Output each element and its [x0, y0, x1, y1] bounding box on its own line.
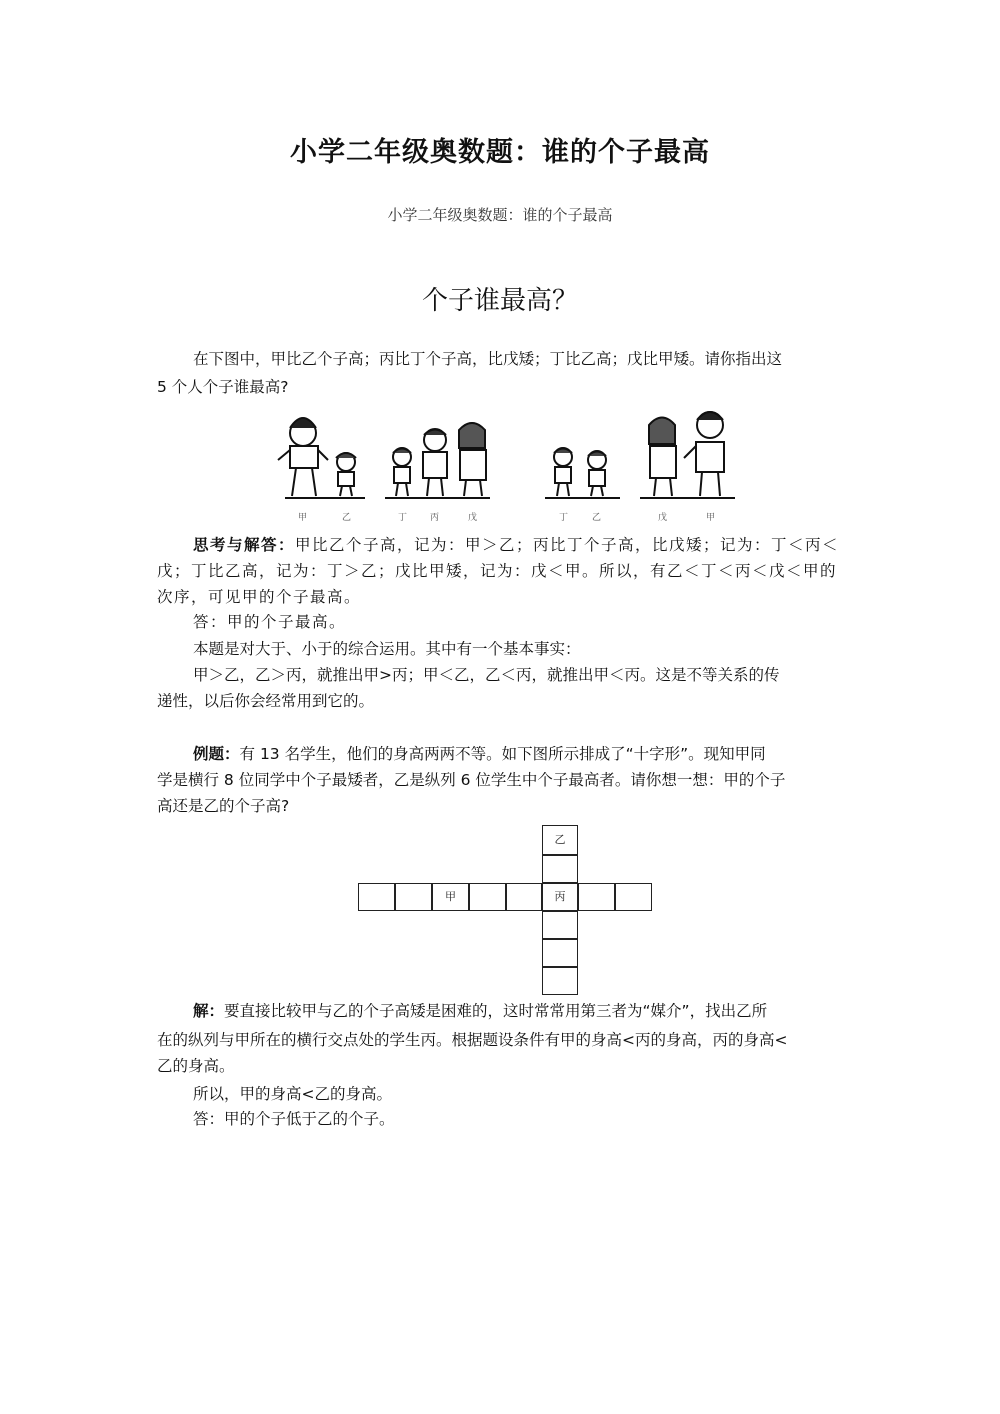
- figure-label: 戊: [658, 513, 668, 523]
- note-line-2: 甲＞乙，乙＞丙，就推出甲>丙；甲＜乙，乙＜丙，就推出甲＜丙。这是不等关系的传: [193, 666, 780, 684]
- answer-text: 要直接比较甲与乙的个子高矮是困难的，这时常常用第三者为“媒介”，找出乙所: [224, 1002, 768, 1020]
- figure-label: 丁: [398, 513, 408, 523]
- answer-line-3: 乙的身高。: [157, 1057, 235, 1075]
- solution-line-1: [193, 532, 839, 558]
- note-line-3: 递性，以后你会经常用到它的。: [157, 692, 375, 710]
- figure-label: 乙: [592, 513, 602, 523]
- example-line-2: 学是横行 8 位同学中个子最矮者，乙是纵列 6 位学生中个子最高者。请你想一想：甲的个子: [157, 771, 786, 789]
- grid-cell: [358, 883, 395, 911]
- grid-cell: [578, 883, 615, 911]
- solution-line-2: 戊；丁比乙高，记为：丁＞乙；戊比甲矮，记为：戊＜甲。所以，有乙＜丁＜丙＜戊＜甲的: [157, 562, 838, 580]
- note-line-1: 本题是对大于、小于的综合运用。其中有一个基本事实：: [193, 640, 581, 658]
- grid-cell: [615, 883, 652, 911]
- example-line-3: 高还是乙的个子高?: [157, 797, 290, 815]
- figure-label: 甲: [706, 513, 716, 523]
- grid-cell: [395, 883, 432, 911]
- figure-label: 乙: [342, 513, 352, 523]
- people-drawing: [270, 400, 740, 525]
- document-title: 小学二年级奥数题：谁的个子最高: [290, 137, 710, 168]
- grid-cell: [542, 967, 578, 995]
- solution-text: 甲比乙个子高，记为：甲＞乙；丙比丁个子高，比戊矮；记为：丁＜丙＜: [295, 536, 840, 554]
- grid-cell-jia: [432, 883, 469, 911]
- example-text: 有 13 名学生，他们的身高两两不等。如下图所示排成了“十字形”。现知甲同: [239, 745, 766, 763]
- figure-label: 戊: [468, 513, 478, 523]
- people-illustration: [270, 400, 740, 525]
- document-subtitle: 小学二年级奥数题：谁的个子最高: [387, 206, 613, 224]
- solution-line-3: 次序，可见甲的个子最高。: [157, 588, 362, 606]
- cross-grid: [358, 825, 652, 995]
- grid-cell: [469, 883, 506, 911]
- grid-cell-center: [542, 883, 578, 911]
- grid-cell: [542, 911, 578, 939]
- grid-cell-top: [542, 825, 578, 855]
- grid-label-yi: 乙: [554, 833, 566, 846]
- solution-answer: 答：甲的个子最高。: [193, 613, 347, 631]
- grid-label-jia: 甲: [445, 890, 456, 903]
- example-label: 例题：: [193, 745, 240, 763]
- answer-line-2: 在的纵列与甲所在的横行交点处的学生丙。根据题设条件有甲的身高<丙的身高，丙的身高<: [157, 1031, 788, 1049]
- figure-label: 丁: [559, 513, 569, 523]
- answer-line-4: 所以，甲的身高<乙的身高。: [193, 1085, 392, 1103]
- grid-cell: [542, 939, 578, 967]
- solution-label: 思考与解答：: [193, 535, 296, 554]
- problem-line-2: 5 个人个子谁最高?: [157, 378, 289, 396]
- grid-label-bing: 丙: [554, 890, 566, 903]
- example-line-1: [193, 741, 766, 767]
- grid-cell: [542, 855, 578, 883]
- answer-line-1: [193, 998, 767, 1024]
- section-heading: 个子谁最高？: [421, 286, 578, 316]
- figure-label: 丙: [430, 513, 440, 523]
- figure-label: 甲: [298, 513, 308, 523]
- answer-line-5: 答：甲的个子低于乙的个子。: [193, 1110, 395, 1128]
- problem-line-1: 在下图中，甲比乙个子高；丙比丁个子高，比戊矮；丁比乙高；戊比甲矮。请你指出这: [193, 350, 783, 368]
- answer-label: 解：: [193, 1002, 225, 1020]
- grid-cell: [506, 883, 542, 911]
